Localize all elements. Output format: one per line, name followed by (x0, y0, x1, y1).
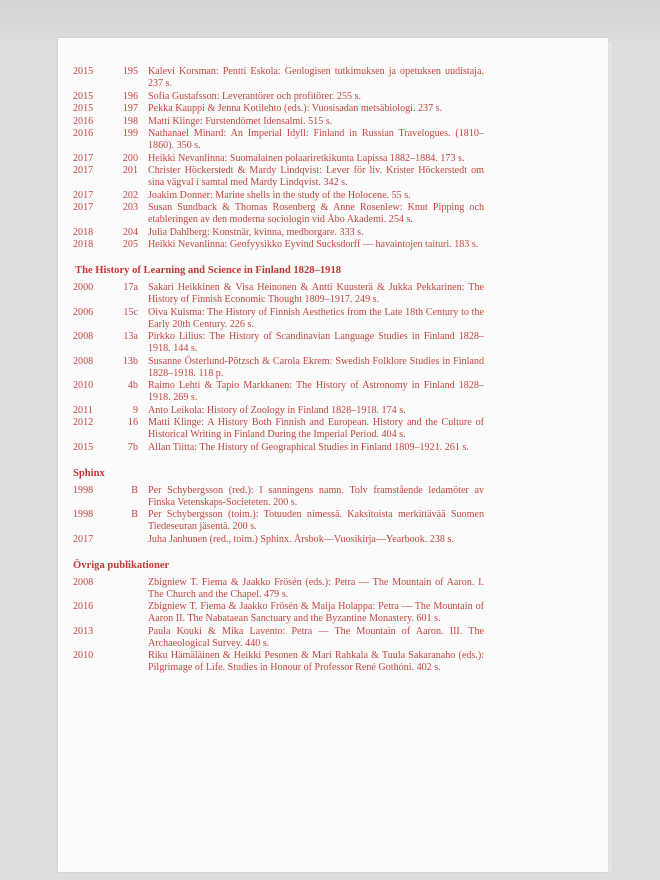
entry-number: 200 (122, 152, 138, 164)
entry-text: Per Schybergsson (red.): I sanningens namn. Tolv framstående ledamöter av Finska Vetenskaps-Societeten. 200 s. (148, 484, 484, 508)
series-list-continued (73, 66, 484, 251)
entry-number (112, 534, 148, 546)
entry-text: Christer Höckerstedt & Mardy Lindqvist: Lever för liv. Krister Höckerstedt om sina vägval i samtal med Mardy Lindqvist. 342 s. (148, 165, 484, 188)
entry-year: 2000 (73, 282, 94, 293)
entry-year: 2017 (73, 165, 94, 176)
entry-year: 2017 (73, 202, 94, 213)
publication-entry (73, 227, 484, 239)
entry-text: Joakim Donner: Marine shells in the study of the Holocene. 55 s. (148, 189, 411, 201)
entry-number: 203 (122, 202, 138, 213)
entry-number: 13a (123, 331, 138, 342)
entry-number: 9 (132, 404, 138, 416)
entry-year: 2011 (73, 404, 93, 416)
entry-year: 1998 (73, 484, 94, 496)
entry-number (112, 601, 148, 625)
publication-entry (73, 128, 484, 152)
entry-text: Heikki Nevanlinna: Geofyysikko Eyvind Sucksdorff — havaintojen taituri. 183 s. (148, 239, 479, 250)
publication-entry (73, 442, 484, 454)
entry-text: Paula Kouki & Mika Lavento: Petra — The Mountain of Aaron. III. The Archaeological Survey. 440 s. (148, 625, 484, 649)
section-title-sphinx: Sphinx (73, 467, 105, 479)
entry-number: 195 (122, 66, 138, 77)
entry-text: Zbigniew T. Fiema & Jaakko Frösén & Maija Holappa: Petra — The Mountain of Aaron II. The Nabataean Sanctuary and the Byzantine Monastery. 601 s. (148, 601, 484, 624)
entry-year: 2016 (73, 128, 94, 139)
book-page-edge (608, 42, 614, 872)
entry-year: 2017 (73, 189, 94, 201)
entry-year: 2008 (73, 576, 94, 588)
entry-number: 7b (127, 441, 138, 453)
publication-entry (73, 417, 484, 441)
publication-entry (73, 190, 484, 202)
publication-entry (73, 331, 484, 355)
entry-text: Pekka Kauppi & Jenna Kotilehto (eds.): Vuosisadan metsäbiologi. 237 s. (148, 103, 443, 114)
entry-number: B (131, 509, 138, 520)
entry-text: Oiva Kuisma: The History of Finnish Aesthetics from the Late 18th Century to the Early 20th Century. 226 s. (148, 306, 484, 330)
publication-entry (73, 405, 484, 417)
entry-text: Per Schybergsson (toim.): Totuuden nimessä. Kaksitoista merkittävää Suomen Tiedeseuran jäsentä. 200 s. (148, 509, 484, 532)
entry-year: 1998 (73, 509, 94, 520)
entry-text: Matti Klinge: A History Both Finnish and European. History and the Culture of Historical Writing in Finland During the Imperial Period. 404 s. (148, 417, 484, 440)
publication-list (73, 66, 484, 675)
entry-number: 202 (122, 189, 138, 201)
publication-entry (73, 509, 484, 533)
entry-year: 2017 (73, 533, 94, 545)
publication-entry (73, 153, 484, 165)
entry-year: 2017 (73, 152, 94, 164)
entry-year: 2015 (73, 103, 94, 114)
publication-entry (73, 601, 484, 625)
entry-text: Zbigniew T. Fiema & Jaakko Frösén (eds.): Petra — The Mountain of Aaron. I. The Church and the Chapel. 479 s. (148, 576, 484, 600)
publication-entry (73, 534, 484, 546)
entry-year: 2010 (73, 380, 94, 391)
entry-text: Heikki Nevanlinna: Suomalainen polaariretkikunta Lapissa 1882–1884. 173 s. (148, 152, 465, 164)
entry-number (112, 650, 148, 674)
publication-entry (73, 202, 484, 226)
entry-number: 15c (123, 306, 138, 318)
publication-entry (73, 91, 484, 103)
entry-number: 4b (127, 380, 138, 391)
section-title-ovriga: Övriga publikationer (73, 559, 170, 571)
entry-text: Matti Klinge: Furstendömet Idensalmi. 515 s. (148, 115, 333, 127)
entry-number: 199 (122, 128, 138, 139)
publication-entry (73, 650, 484, 674)
entry-year: 2008 (73, 355, 94, 367)
entry-text: Juha Janhunen (red., toim.) Sphinx. Årsbok—Vuosikirja—Yearbook. 238 s. (148, 533, 454, 545)
entry-year: 2015 (73, 90, 94, 102)
entry-text: Julia Dahlberg: Konstnär, kvinna, medborgare. 333 s. (148, 226, 364, 238)
publication-entry (73, 380, 484, 404)
entry-number (112, 626, 148, 650)
entry-number: 197 (122, 103, 138, 114)
entry-text: Susan Sundback & Thomas Rosenberg & Anne Rosenlew: Knut Pipping och etableringen av den moderna sociologin vid Åbo Akademi. 254 s. (148, 202, 484, 225)
entry-text: Raimo Lehti & Tapio Markkanen: The History of Astronomy in Finland 1828–1918. 269 s. (148, 380, 484, 403)
publication-entry (73, 116, 484, 128)
section-title-history: The History of Learning and Science in Finland 1828–1918 (75, 265, 342, 276)
publication-entry (73, 356, 484, 380)
publication-entry (73, 577, 484, 601)
entry-number: 196 (122, 90, 138, 102)
entry-number: 16 (127, 417, 138, 428)
entry-number: 205 (122, 239, 138, 250)
entry-year: 2010 (73, 650, 94, 661)
entry-text: Nathanael Minard: An Imperial Idyll: Finland in Russian Travelogues. (1810–1860). 350 s. (148, 128, 484, 151)
entry-text: Riku Hämäläinen & Heikki Pesonen & Mari Rahkala & Tuula Sakaranaho (eds.): Pilgrimage of Life. Studies in Honour of Professor René Gothóni. 402 s. (148, 650, 484, 673)
publication-entry (73, 485, 484, 509)
background-top (0, 0, 660, 40)
entry-text: Kalevi Korsman: Pentti Eskola: Geologisen tutkimuksen ja opetuksen uudistaja. 237 s. (148, 66, 484, 89)
entry-year: 2006 (73, 306, 94, 318)
publication-entry (73, 282, 484, 306)
entry-number: 201 (122, 165, 138, 176)
publication-entry (73, 307, 484, 331)
publication-entry (73, 239, 484, 251)
publication-entry (73, 103, 484, 115)
entry-year: 2013 (73, 625, 94, 637)
entry-number: B (131, 484, 138, 496)
entry-year: 2018 (73, 226, 94, 238)
entry-text: Sakari Heikkinen & Visa Heinonen & Antti Kuusterä & Jukka Pekkarinen: The History of Finnish Economic Thought 1809–1917. 249 s. (148, 282, 484, 305)
entry-text: Sofia Gustafsson: Leverantörer och profitörer. 255 s. (148, 90, 362, 102)
entry-text: Allan Tiitta: The History of Geographical Studies in Finland 1809–1921. 261 s. (148, 441, 469, 453)
entry-text: Pirkko Lilius: The History of Scandinavian Language Studies in Finland 1828–1918. 144 s. (148, 331, 484, 354)
entry-year: 2015 (73, 66, 94, 77)
entry-number: 17a (123, 282, 138, 293)
entry-number: 13b (122, 355, 138, 367)
entry-year: 2016 (73, 601, 94, 612)
publication-entry (73, 165, 484, 189)
entry-year: 2018 (73, 239, 94, 250)
ovriga-publications-list (73, 577, 484, 675)
publication-entry (73, 626, 484, 650)
history-series-list (73, 282, 484, 454)
sphinx-series-list (73, 485, 484, 546)
entry-text: Anto Leikola: History of Zoology in Finland 1828–1918. 174 s. (148, 404, 406, 416)
entry-number: 198 (122, 115, 138, 127)
entry-year: 2008 (73, 331, 94, 342)
entry-year: 2016 (73, 115, 94, 127)
entry-year: 2015 (73, 441, 94, 453)
entry-number: 204 (122, 226, 138, 238)
entry-year: 2012 (73, 417, 94, 428)
publication-entry (73, 66, 484, 90)
entry-text: Susanne Österlund-Pötzsch & Carola Ekrem: Swedish Folklore Studies in Finland 1828–1918. 118 p. (148, 355, 484, 379)
entry-number (112, 577, 148, 601)
